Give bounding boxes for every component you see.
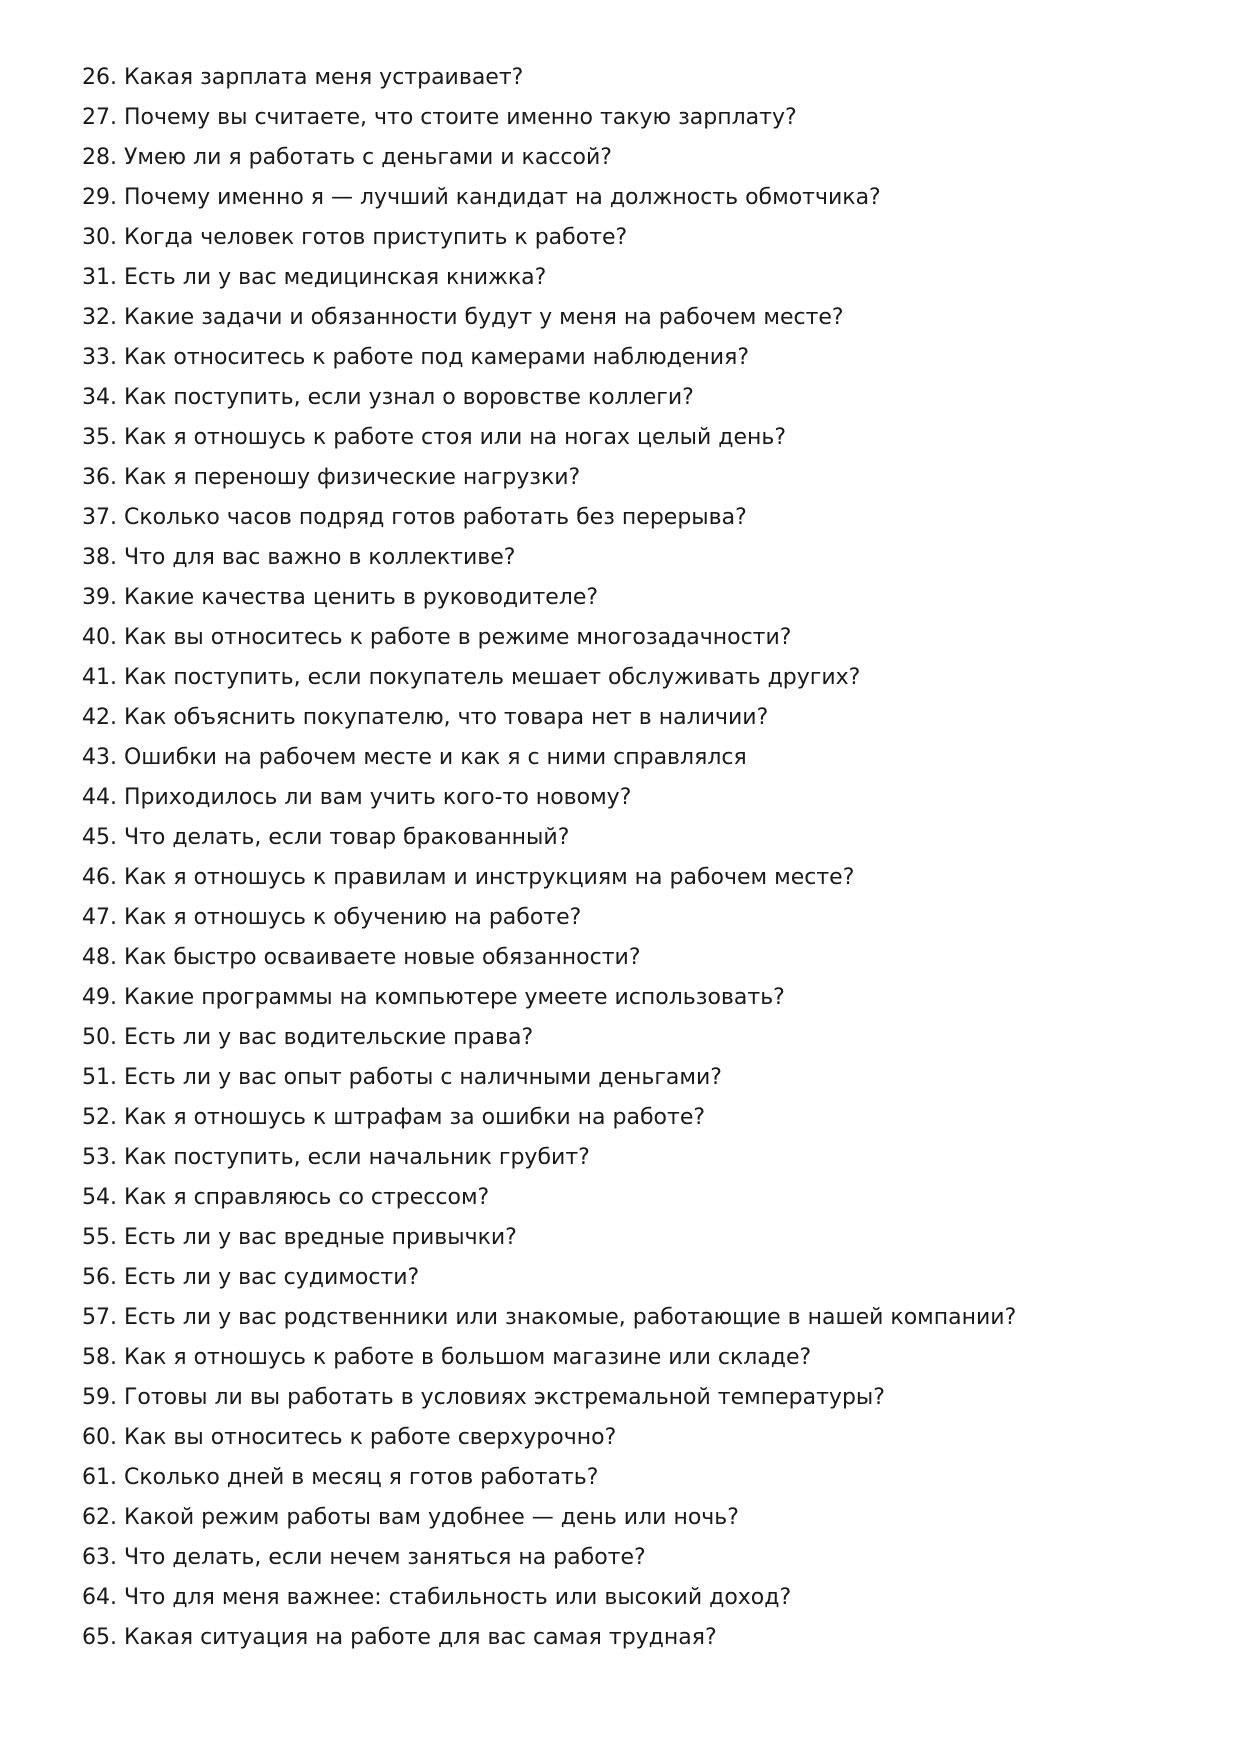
question-item: 50. Есть ли у вас водительские права?	[82, 1025, 534, 1050]
question-item: 56. Есть ли у вас судимости?	[82, 1265, 420, 1290]
question-item: 30. Когда человек готов приступить к работе?	[82, 225, 628, 250]
question-item: 27. Почему вы считаете, что стоите именно такую зарплату?	[82, 105, 797, 130]
question-item: 47. Как я отношусь к обучению на работе?	[82, 905, 582, 930]
question-item: 48. Как быстро осваиваете новые обязанности?	[82, 945, 641, 970]
question-item: 65. Какая ситуация на работе для вас самая трудная?	[82, 1625, 717, 1650]
question-item: 37. Сколько часов подряд готов работать без перерыва?	[82, 505, 747, 530]
question-item: 52. Как я отношусь к штрафам за ошибки на работе?	[82, 1105, 706, 1130]
question-item: 28. Умею ли я работать с деньгами и кассой?	[82, 145, 612, 170]
question-item: 60. Как вы относитесь к работе сверхурочно?	[82, 1425, 617, 1450]
question-item: 26. Какая зарплата меня устраивает?	[82, 65, 524, 90]
question-item: 40. Как вы относитесь к работе в режиме многозадачности?	[82, 625, 792, 650]
question-item: 49. Какие программы на компьютере умеете использовать?	[82, 985, 785, 1010]
question-item: 34. Как поступить, если узнал о воровстве коллеги?	[82, 385, 694, 410]
question-item: 53. Как поступить, если начальник грубит?	[82, 1145, 590, 1170]
question-item: 57. Есть ли у вас родственники или знакомые, работающие в нашей компании?	[82, 1305, 1017, 1330]
question-item: 55. Есть ли у вас вредные привычки?	[82, 1225, 517, 1250]
question-item: 58. Как я отношусь к работе в большом магазине или складе?	[82, 1345, 812, 1370]
question-item: 41. Как поступить, если покупатель мешает обслуживать других?	[82, 665, 861, 690]
question-list	[82, 62, 1016, 1662]
question-item: 35. Как я отношусь к работе стоя или на ногах целый день?	[82, 425, 787, 450]
question-item: 44. Приходилось ли вам учить кого-то новому?	[82, 785, 632, 810]
question-item: 46. Как я отношусь к правилам и инструкциям на рабочем месте?	[82, 865, 855, 890]
question-item: 42. Как объяснить покупателю, что товара нет в наличии?	[82, 705, 769, 730]
question-item: 32. Какие задачи и обязанности будут у меня на рабочем месте?	[82, 305, 844, 330]
question-item: 51. Есть ли у вас опыт работы с наличными деньгами?	[82, 1065, 722, 1090]
question-item: 29. Почему именно я — лучший кандидат на должность обмотчика?	[82, 185, 881, 210]
question-item: 33. Как относитесь к работе под камерами наблюдения?	[82, 345, 750, 370]
question-item: 61. Сколько дней в месяц я готов работать?	[82, 1465, 599, 1490]
question-item: 54. Как я справляюсь со стрессом?	[82, 1185, 490, 1210]
question-item: 38. Что для вас важно в коллективе?	[82, 545, 516, 570]
question-item: 59. Готовы ли вы работать в условиях экстремальной температуры?	[82, 1385, 885, 1410]
question-item: 43. Ошибки на рабочем месте и как я с ними справлялся	[82, 745, 747, 770]
question-item: 31. Есть ли у вас медицинская книжка?	[82, 265, 547, 290]
question-item: 63. Что делать, если нечем заняться на работе?	[82, 1545, 646, 1570]
question-item: 36. Как я переношу физические нагрузки?	[82, 465, 581, 490]
question-item: 45. Что делать, если товар бракованный?	[82, 825, 570, 850]
question-item: 39. Какие качества ценить в руководителе?	[82, 585, 599, 610]
question-item: 64. Что для меня важнее: стабильность или высокий доход?	[82, 1585, 792, 1610]
question-item: 62. Какой режим работы вам удобнее — день или ночь?	[82, 1505, 739, 1530]
